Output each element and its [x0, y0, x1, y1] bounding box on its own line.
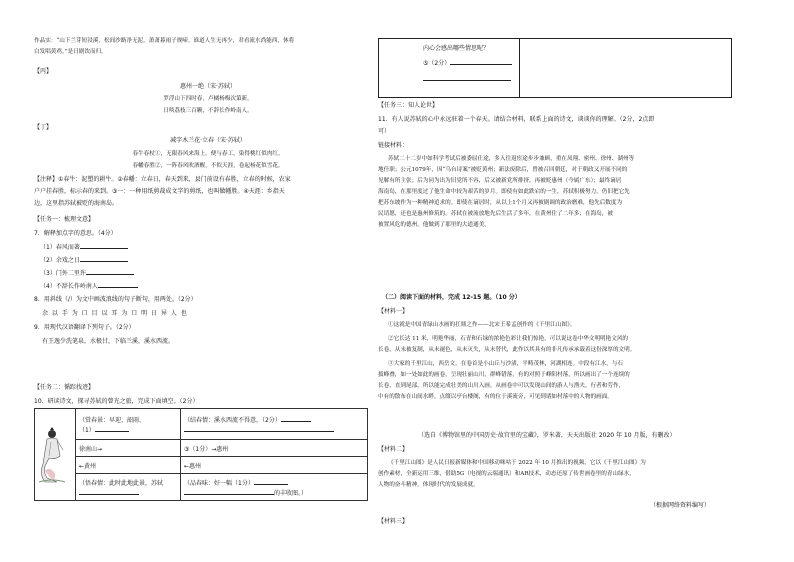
notes-line: 边，这里指苏轼被贬的海南岛。 — [34, 200, 119, 207]
part2-title: （二）阅读下面的材料，完成 12-15 题。（10 分） — [382, 294, 521, 301]
poem1-line: 罗浮山下四时春，卢橘杨梅次第新。 — [163, 96, 253, 102]
answer-blank[interactable] — [98, 280, 138, 288]
question-7: 7．解释加点字的意思。（4分） — [34, 230, 117, 237]
table-cell: ←惠州 — [181, 457, 368, 474]
task3-heading: 【任务三：知人论世】 — [378, 102, 439, 109]
material1-text: ①这就是中国青绿山水画的扛鼎之作——北宋王希孟创作的《千里江山图》。 ②它长达 11 米，明艳华丽，石青和石绿的浓艳色彩让我们惊艳，可以说这卷中华文明明艳文风的 长卷，从未被复制，从未褪色，从未灭失，从未替代，此作以其具有的非凡传承承载着这份深厚的文明。 ③大家的千里江山，西岳文，在卷首是小山丘与沙渚，平畴茂林，河湖相连。中段有江水，与石 拔峰叠，如一处如此的画卷，呈现壮丽山川，群峰错落，有的对照于峰阳村落，所以画出了一个连续的 长卷，直到尾部，所以能完成壮美的山川入画。从画卷中可以发现山间的游人与渔夫，行者和劳作， 中有的散布在山间水畔，点缀以亭台楼阁，有的位于溪流旁，可见到诸如村落中的人物的画面。 — [378, 322, 636, 400]
table-cell: （赏春景：早迎、韶雨、 （1） — [76, 409, 181, 440]
portrait-cell — [35, 409, 76, 501]
task2-heading: 【任务二：循踪找迹】 — [34, 384, 95, 391]
journey-table — [34, 408, 368, 501]
poem2-title: 减字木兰花·立春（宋·苏轼） — [170, 137, 246, 144]
left-top-text — [34, 36, 382, 58]
table-cell: ③（1分）→惠州 — [181, 440, 368, 457]
answer-blank[interactable] — [80, 241, 128, 249]
table-cell: （结春情：溪水西流不得意，（2分） — [181, 409, 368, 440]
link-label: 链接材料： — [378, 142, 409, 149]
box-question: 内心会感出哪些情思呢？ — [423, 45, 490, 52]
table-cell: （悟春情：此时此地此景，苏轼 — [76, 474, 181, 501]
question-8: 8．用斜线（/）为文中画波浪线的句子断句，用两处。（2分） — [34, 296, 197, 303]
answer-blank[interactable] — [184, 424, 334, 432]
table-cell: （品春味：好一幅（1分） 的丰收图。） — [181, 474, 368, 501]
material3-label: 【材料三】 — [378, 518, 409, 525]
poem1-line: 日啖荔枝三百颗，不辞长作岭南人。 — [163, 108, 253, 114]
answer-blank[interactable] — [79, 487, 139, 495]
question-11-cont: 可） — [378, 128, 391, 135]
link-text: 苏轼二十二岁中如科学考试后被委屈仕途，多入往返宦途步步兼顾，重在凤翔、密州、徐州、湖州等 地任职；公元1079年，因“乌台诗案”被贬黄州；新法废除后，曾被召回朝廷，对于朝政又开展不同的 见解有所主张；后为同为出为旧党所不容，后又被新党所排挤，再被贬惠州（今属广东）；最终谪居 海南岛，在那里度过了他生命中较为艰苦的岁月。即使有如此跌宕的一生，苏轼积极努力，仍旧把它先 把苏东坡作为一种精神追求的。即使在谪居时，从以上1个月又再被剧调的政治磨难，他先后数度为 民请愿，还也是惠州修筑的。苏轼在被流放地先后生活了多年，在黄州住了二年多；在海岛，被 被置风危的德州，他做到了那里的大道通美。 — [378, 156, 635, 228]
q7-item: （2）余戏之日 — [40, 254, 128, 267]
q8-sentence: 余 以 手 为 口 目 以 耳 为 口 明 日 异 人 也 — [42, 310, 188, 317]
answer-blank[interactable] — [80, 254, 128, 262]
material2-label: 【材料二】 — [378, 446, 409, 453]
answer-blank[interactable] — [423, 73, 511, 81]
table-cell: ←黄州 — [76, 457, 181, 474]
top-text-line: 白发唱黄鸡。”是日剧饮而归。 — [34, 49, 107, 55]
q7-item: （3）门外二里许 — [40, 267, 134, 280]
poet-portrait-icon — [37, 426, 67, 484]
box-answer: ⑤（2分） — [423, 57, 512, 70]
answer-blank[interactable] — [184, 487, 274, 495]
material2-source: （根据网络资料编写） — [650, 502, 711, 509]
answer-blank[interactable] — [86, 267, 134, 275]
table-cell: 徐南山→ — [76, 440, 181, 457]
material1-label: 【材料一】 — [378, 308, 409, 315]
q7-item: （1）春风而著 — [40, 241, 128, 254]
task1-heading: 【任务一：梳理文意】 — [34, 216, 95, 223]
answer-blank[interactable] — [281, 414, 311, 422]
poem1-title: 惠州一绝（宋·苏轼） — [180, 83, 236, 90]
top-answer-box — [378, 38, 732, 98]
q9-sentence: 有王逸少洗笔泉，水极甘，下临兰溪，溪水西流。 — [42, 338, 175, 345]
answer-blank[interactable] — [95, 424, 129, 432]
material1-source: （选自《博物馆里的中国历史·故宫里的宝藏》，罗米著，天天出版社 2020 年 10 月版，有删改） — [418, 432, 676, 439]
question-11: 11．有人说苏轼的心中永远驻着一个春天。请结合材料，联系上面的诗文，谈谈你的理解。（2分，2点即 — [378, 116, 655, 123]
notes-line: 户户挂春胜，标示春的来到。③一：一种用纸剪裁成文字的剪纸，也叫做幡胜。④天涯：乡指天 — [34, 188, 285, 195]
top-text-line: 作品实：“山下兰芽短浸溪，松间沙路净无泥，萧萧暮雨子规啼。谁道人生无再少，君看流水尚能西，休将 — [34, 38, 295, 44]
section-label-ding: 【丁】 — [34, 124, 53, 131]
answer-blank[interactable] — [254, 477, 288, 485]
question-10: 10．研读诗文，探寻苏轼的曾光之旅，完成下面填空。（2分） — [34, 398, 199, 405]
poem2-line: 春牛春杖①，无限春风来海上。便与春工，染得桃红似肉红。 — [132, 151, 284, 157]
material2-text: 《千里江山图》是人民日报新媒体和中国移动咪咕于 2022 年 10 月推出的视频，它以《千里江山图》为 创作素材，全新运用三维，借助5G（电视的云端通讯）和AR技术，动态还原了传世画卷里的青山绿水， 人物的奋斗精神，体现时代的发展成就。 — [378, 460, 646, 488]
notes-line: 【注释】①春牛：泥塑的耕牛。②春幡：立春日，春天到来，县门前设有春胜，立春的时候，农家 — [34, 176, 291, 183]
answer-blank[interactable] — [450, 57, 512, 65]
box-divider — [519, 39, 520, 97]
q7-item: （4）不辞长作岭南人 — [40, 280, 138, 293]
poem2-line: 春幡春胜②，一阵春风吹酒醒。不似天涯，卷起杨花似雪花。 — [132, 163, 284, 169]
section-label-bing: 【丙】 — [34, 68, 53, 75]
question-9: 9．用现代汉语翻译下列句子。（2分） — [34, 324, 135, 331]
